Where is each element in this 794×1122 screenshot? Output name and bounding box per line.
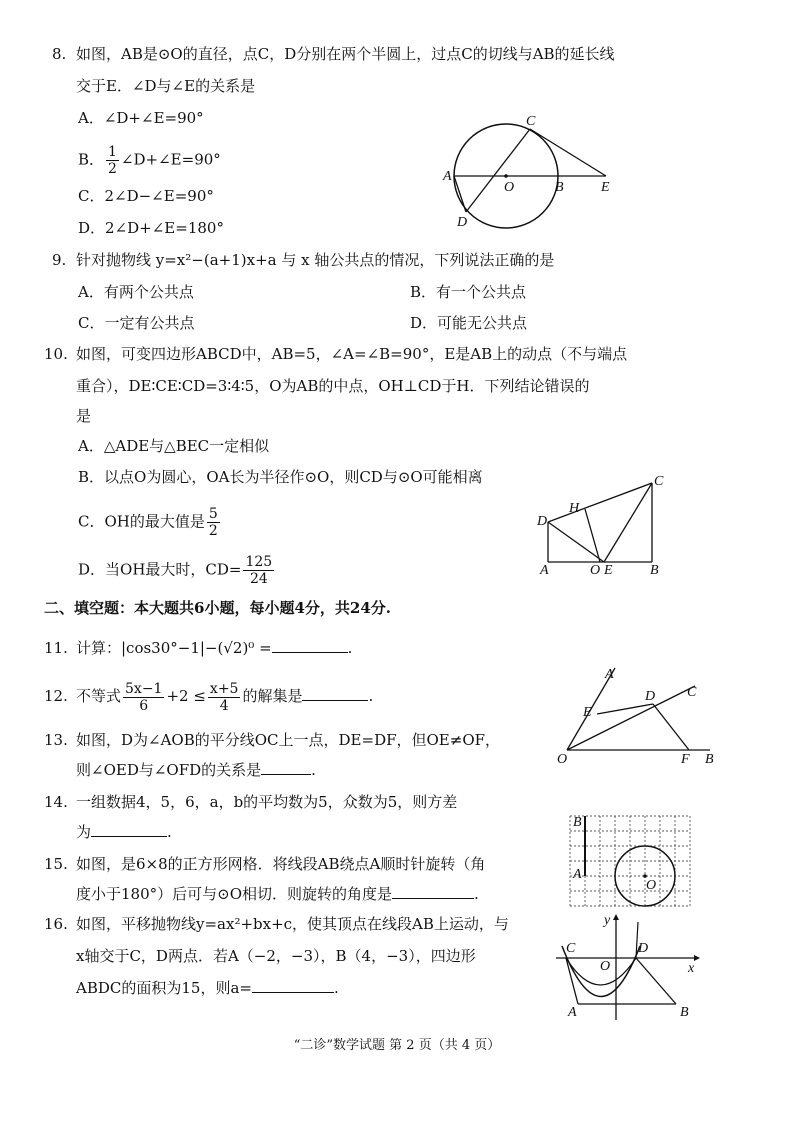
q14-stem-line2: 为: [76, 823, 92, 841]
q10-label-a: A: [540, 563, 549, 578]
q13-label-b: B: [705, 752, 714, 767]
q16-line3: [76, 978, 339, 998]
q15-label-b: B: [573, 815, 582, 830]
q16-label-b: B: [680, 1005, 689, 1020]
q8-option-b: [78, 144, 221, 177]
q13-end: .: [311, 761, 316, 779]
q13-label-c: C: [687, 685, 697, 700]
q10-figure: [532, 470, 672, 578]
q11-answer-blank[interactable]: [272, 638, 348, 653]
q8-label-a: A: [443, 169, 452, 184]
q9-stem: 针对抛物线 y=x²−(a+1)x+a 与 x 轴公共点的情况，下列说法正确的是: [76, 251, 555, 269]
q8-option-d: D．2∠D+∠E=180°: [78, 219, 224, 237]
q16-end: .: [333, 979, 339, 997]
q10-label-b: B: [650, 563, 659, 578]
q12-f2-den: 4: [219, 697, 229, 714]
q15-label-o: O: [646, 878, 657, 893]
q10-option-d-prefix: D．当OH最大时，CD=: [78, 560, 242, 579]
q12-prefix: 不等式: [76, 687, 122, 705]
q15-label-a: A: [573, 867, 582, 882]
q8-label-b: B: [555, 180, 564, 195]
q16-number: 16.: [44, 915, 68, 933]
q10-segment-de: [548, 522, 604, 562]
q10-option-c-fraction: [207, 506, 220, 539]
q15-figure: [566, 812, 696, 916]
q10-segment-dc: [548, 483, 652, 522]
q12-f2-num: x+5: [209, 680, 239, 697]
q15-number: 15.: [44, 855, 68, 873]
q12-suffix: 的解集是: [242, 687, 303, 705]
q12-f1-num: 5x−1: [125, 680, 163, 697]
q16-label-a: A: [568, 1005, 577, 1020]
q13-line2: [76, 760, 316, 780]
q11-end: .: [347, 639, 353, 657]
q16-segment-ca: [566, 958, 578, 1004]
q10-option-d-den: 24: [249, 571, 268, 587]
q8-center-point: [504, 174, 508, 178]
q8-figure: [440, 112, 620, 234]
q8-stem-line2: 交于E．∠D与∠E的关系是: [76, 77, 256, 95]
q11-line: [76, 638, 352, 658]
q12-answer-blank[interactable]: [302, 686, 368, 701]
q12-fraction1: [123, 681, 164, 714]
q9-option-c: C．一定有公共点: [78, 314, 195, 332]
q8-option-b-frac-num: 1: [108, 144, 117, 160]
q14-answer-blank[interactable]: [91, 822, 167, 837]
q14-stem-line1: 一组数据4，5，6，a，b的平均数为5，众数为5，则方差: [76, 793, 458, 811]
q10-option-c: [78, 506, 222, 539]
q9-option-b: B．有一个公共点: [410, 283, 527, 301]
q16-label-c: C: [566, 941, 576, 956]
q16-figure: [548, 912, 708, 1024]
q10-option-a: A．△ADE与△BEC一定相似: [78, 437, 270, 455]
q16-parabola-2: [566, 922, 638, 985]
q15-grid: [570, 816, 690, 906]
q10-label-h: H: [569, 501, 580, 516]
q16-segment-db: [636, 958, 676, 1004]
q15-end: .: [474, 885, 479, 903]
q9-option-a: A．有两个公共点: [78, 283, 194, 301]
q10-label-e: E: [604, 563, 613, 578]
q13-answer-blank[interactable]: [261, 760, 311, 775]
q12-fraction2: [208, 681, 241, 714]
q8-label-c: C: [526, 114, 536, 129]
q10-segment-ec: [604, 483, 652, 562]
q13-figure: [555, 664, 725, 768]
q11-text: 计算：|cos30°−1|−(√2)⁰ =: [76, 639, 272, 657]
q16-stem-line1: 如图，平移抛物线y=ax²+bx+c，使其顶点在线段AB上运动，与: [76, 915, 509, 933]
q13-number: 13.: [44, 731, 68, 749]
q13-label-e: E: [583, 705, 592, 720]
q8-stem-line1: 如图，AB是⊙O的直径，点C，D分别在两个半圆上，过点C的切线与AB的延长线: [76, 45, 615, 63]
q16-stem-line3: ABDC的面积为15，则a=: [76, 979, 252, 997]
q14-number: 14.: [44, 793, 68, 811]
q16-stem-line2: x轴交于C，D两点．若A（−2，−3），B（4，−3），四边形: [76, 947, 476, 965]
page-footer: “二诊”数学试题 第 2 页（共 4 页）: [293, 1038, 501, 1053]
q13-segment-df: [653, 704, 689, 750]
q8-tangent-ce: [530, 129, 606, 176]
q8-label-d: D: [457, 215, 468, 230]
q16-y-arrow: [613, 914, 619, 920]
q10-option-d-num: 125: [245, 554, 273, 570]
q12-number: 12.: [44, 687, 68, 705]
q12-mid: +2 ≤: [166, 687, 206, 705]
q12-f1-den: 6: [139, 697, 149, 714]
q14-line2: [76, 822, 172, 842]
q16-label-x: x: [688, 961, 695, 976]
q13-label-f: F: [681, 752, 690, 767]
q8-option-b-prefix: B．: [78, 150, 105, 169]
q10-number: 10.: [44, 345, 68, 363]
q16-label-o: O: [600, 959, 611, 974]
q12-end: .: [368, 687, 374, 705]
q10-stem-line3: 是: [76, 407, 92, 425]
q14-end: .: [167, 823, 172, 841]
q8-chord-cd: [466, 129, 530, 212]
q16-label-d: D: [638, 941, 649, 956]
q8-option-a: A．∠D+∠E=90°: [78, 109, 204, 127]
q13-label-d: D: [645, 689, 656, 704]
q12-line: [76, 676, 373, 716]
q10-label-d: D: [537, 514, 548, 529]
q10-option-d-fraction: [243, 554, 274, 587]
q8-label-o: O: [504, 180, 515, 195]
q16-label-y: y: [604, 913, 611, 928]
q10-option-c-prefix: C．OH的最大值是: [78, 512, 205, 531]
q8-number: 8.: [52, 45, 67, 63]
q15-answer-blank[interactable]: [392, 884, 474, 899]
q10-stem-line2: 重合），DE∶CE∶CD=3∶4∶5，O为AB的中点，OH⊥CD于H．下列结论错误的: [76, 377, 590, 395]
q11-number: 11.: [44, 639, 68, 657]
q16-answer-blank[interactable]: [252, 978, 334, 993]
q8-option-c: C．2∠D−∠E=90°: [78, 187, 214, 205]
q10-label-o: O: [590, 563, 601, 578]
q15-line2: [76, 884, 479, 904]
q13-stem-line2: 则∠OED与∠OFD的关系是: [76, 761, 262, 779]
q15-stem-line2: 度小于180°）后可与⊙O相切．则旋转的角度是: [76, 885, 392, 903]
section2-heading: 二、填空题：本大题共6小题，每小题4分，共24分.: [44, 599, 391, 617]
q9-number: 9.: [52, 251, 67, 269]
q8-option-b-fraction: [106, 144, 119, 177]
q13-label-a: A: [605, 667, 614, 682]
q10-option-c-den: 2: [208, 523, 218, 539]
q13-label-o: O: [557, 752, 568, 767]
q10-option-c-num: 5: [208, 506, 218, 522]
q10-label-c: C: [654, 474, 664, 489]
q15-stem-line1: 如图，是6×8的正方形网格．将线段AB绕点A顺时针旋转（角: [76, 855, 486, 873]
q8-label-e: E: [601, 180, 610, 195]
q16-x-arrow: [694, 955, 700, 961]
q10-option-d: [78, 554, 276, 587]
q9-option-d: D．可能无公共点: [410, 314, 528, 332]
q8-option-b-frac-den: 2: [108, 161, 117, 177]
q13-stem-line1: 如图，D为∠AOB的平分线OC上一点，DE=DF，但OE≠OF，: [76, 731, 501, 749]
q8-chord-ad: [454, 176, 466, 212]
q13-segment-de: [597, 704, 653, 714]
q10-option-b: B．以点O为圆心，OA长为半径作⊙O，则CD与⊙O可能相离: [78, 468, 483, 486]
q10-stem-line1: 如图，可变四边形ABCD中，AB=5，∠A=∠B=90°，E是AB上的动点（不与端点: [76, 345, 628, 363]
q8-option-b-rest: ∠D+∠E=90°: [120, 150, 221, 169]
